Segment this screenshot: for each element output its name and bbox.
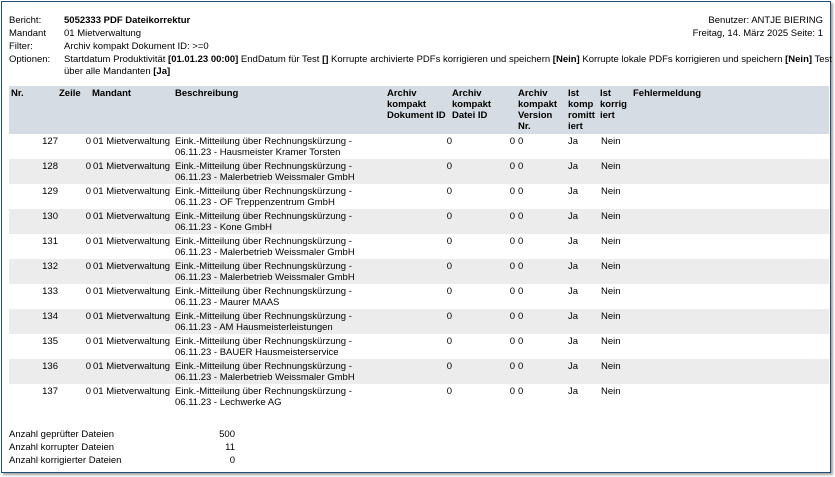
summary-label: Anzahl geprüfter Dateien (9, 429, 115, 440)
bericht-label: Bericht: (9, 15, 42, 26)
mandant-label: Mandant (9, 28, 46, 39)
col-mandant: Mandant (92, 88, 132, 99)
table-row: 135 0 01 Mietverwaltung Eink.-Mitteilung über Rechnungskürzung - 06.11.23 - BAUER Hausmeisterservice 0 0 0 Ja Nein (42, 336, 621, 358)
table-row: 132 0 01 Mietverwaltung Eink.-Mitteilung über Rechnungskürzung - 06.11.23 - Malerbetrieb Weissmaler GmbH 0 0 0 Ja Nein (9, 259, 829, 284)
table-row: 131 0 01 Mietverwaltung Eink.-Mitteilung über Rechnungskürzung - 06.11.23 - Malerbetrieb Weissmaler GmbH 0 0 0 Ja Nein (42, 236, 621, 258)
table-row: 136 0 01 Mietverwaltung Eink.-Mitteilung über Rechnungskürzung - 06.11.23 - Malerbetrieb Weissmaler GmbH 0 0 0 Ja Nein (9, 359, 829, 384)
col-datei-id: Archiv kompakt Datei ID (452, 88, 492, 121)
col-komprimittiert: Ist komp romitt iert (568, 88, 595, 132)
report-page (1, 1, 831, 473)
report-title: 5052333 PDF Dateikorrektur (64, 15, 191, 26)
summary-label: Anzahl korrupter Dateien (9, 442, 115, 453)
mandant-value: 01 Mietverwaltung (64, 28, 142, 39)
col-nr: Nr. (11, 88, 24, 99)
col-beschreibung: Beschreibung (175, 88, 239, 99)
col-fehlermeldung: Fehlermeldung (633, 88, 702, 99)
table-row: 127 0 01 Mietverwaltung Eink.-Mitteilung über Rechnungskürzung - 06.11.23 - Hausmeister Kramer Torsten 0 0 0 Ja Nein (42, 136, 621, 158)
date-page: Freitag, 14. März 2025 Seite: 1 (692, 28, 823, 39)
col-version: Archiv kompakt Version Nr. (518, 88, 558, 132)
table-row: 133 0 01 Mietverwaltung Eink.-Mitteilung über Rechnungskürzung - 06.11.23 - Maurer MAAS 0 0 0 Ja Nein (42, 286, 621, 308)
summary-value: 500 (219, 429, 235, 440)
optionen-label: Optionen: (9, 54, 51, 65)
col-dokument-id: Archiv kompakt Dokument ID (387, 88, 446, 121)
optionen-line-1: Startdatum Produktivität [01.01.23 00:00] EndDatum für Test [] Korrupte archivierte PDFs korrigieren und speichern [Nein] Korrupte lokale PDFs korrigieren und speichern [Nein] Test (64, 54, 832, 65)
table-row: 130 0 01 Mietverwaltung Eink.-Mitteilung über Rechnungskürzung - 06.11.23 - Kone GmbH 0 0 0 Ja Nein (9, 209, 829, 234)
table-row: 137 0 01 Mietverwaltung Eink.-Mitteilung über Rechnungskürzung - 06.11.23 - Lechwerke AG 0 0 0 Ja Nein (42, 386, 621, 408)
table-row: 134 0 01 Mietverwaltung Eink.-Mitteilung über Rechnungskürzung - 06.11.23 - AM Hausmeisterleistungen 0 0 0 Ja Nein (9, 309, 829, 334)
summary-value: 0 (229, 455, 235, 466)
filter-value: Archiv kompakt Dokument ID: >=0 (64, 41, 209, 52)
summary-value: 11 (225, 442, 235, 453)
summary-label: Anzahl korrigierter Dateien (9, 455, 122, 466)
col-korrigiert: Ist korrig iert (600, 88, 627, 121)
col-zeile: Zeile (59, 88, 81, 99)
filter-label: Filter: (9, 41, 33, 52)
table-row: 128 0 01 Mietverwaltung Eink.-Mitteilung über Rechnungskürzung - 06.11.23 - Malerbetrieb Weissmaler GmbH 0 0 0 Ja Nein (9, 159, 829, 184)
table-row: 129 0 01 Mietverwaltung Eink.-Mitteilung über Rechnungskürzung - 06.11.23 - OF Treppenzentrum GmbH 0 0 0 Ja Nein (42, 186, 621, 208)
benutzer: Benutzer: ANTJE BIERING (708, 15, 823, 26)
optionen-line-2: über alle Mandanten [Ja] (64, 66, 171, 77)
